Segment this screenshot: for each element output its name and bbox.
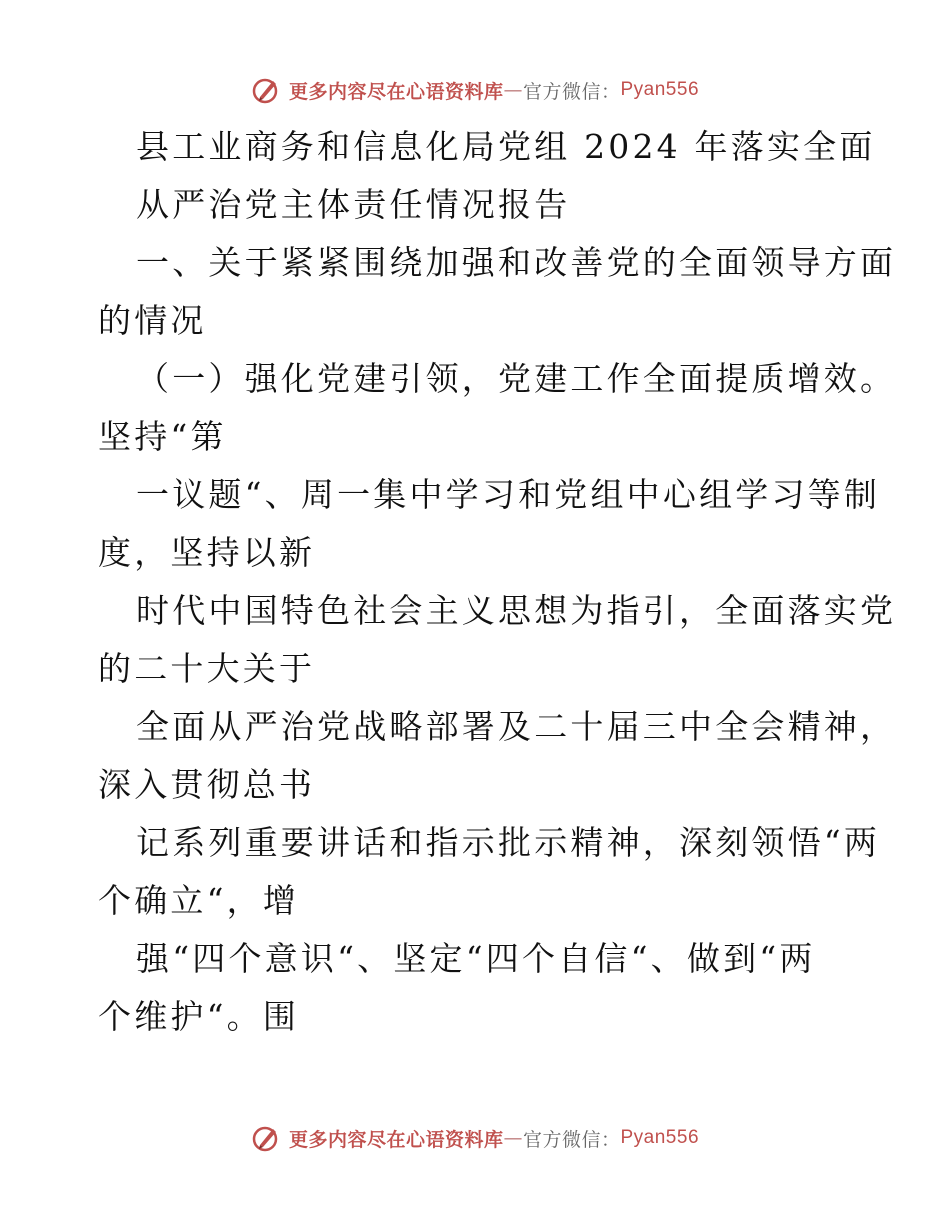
text-line: 坚持“第: [98, 417, 227, 456]
text-line: 个维护“。围: [98, 997, 300, 1036]
footer-banner: [0, 1118, 950, 1158]
banner-title: 更多内容尽在心语资料库: [288, 80, 504, 103]
banner-label: 官方微信：: [522, 1128, 621, 1151]
banner-account: Pyan556: [620, 1127, 700, 1148]
text-line: 记系列重要讲话和指示批示精神，深刻领悟“两: [136, 823, 881, 862]
text-line: 全面从严治党战略部署及二十届三中全会精神，: [136, 707, 897, 746]
banner-account: Pyan556: [620, 79, 700, 100]
text-line: 一议题“、周一集中学习和党组中心组学习等制: [136, 475, 881, 514]
text-line: 一、关于紧紧围绕加强和改善党的全面领导方面: [136, 243, 897, 282]
text-line: 深入贯彻总书: [98, 765, 316, 804]
banner-separator: —: [503, 1127, 523, 1149]
banner-label: 官方微信：: [522, 80, 621, 103]
pen-circle-icon: [251, 1123, 281, 1153]
banner-title: 更多内容尽在心语资料库: [288, 1128, 504, 1151]
pen-circle-icon: [251, 75, 281, 105]
text-line: （一）强化党建引领，党建工作全面提质增效。: [136, 359, 897, 398]
text-line: 县工业商务和信息化局党组 2024 年落实全面: [136, 127, 876, 166]
document-body: [98, 118, 897, 1046]
header-banner: [0, 70, 950, 110]
text-line: 个确立“，增: [98, 881, 300, 920]
text-line: 的二十大关于: [98, 649, 316, 688]
text-line: 时代中国特色社会主义思想为指引，全面落实党: [136, 591, 897, 630]
text-line: 的情况: [98, 301, 207, 340]
text-line: 从严治党主体责任情况报告: [136, 185, 571, 224]
text-line: 强“四个意识“、坚定“四个自信“、做到“两: [136, 939, 816, 978]
banner-separator: —: [503, 79, 523, 101]
text-line: 度，坚持以新: [98, 533, 316, 572]
